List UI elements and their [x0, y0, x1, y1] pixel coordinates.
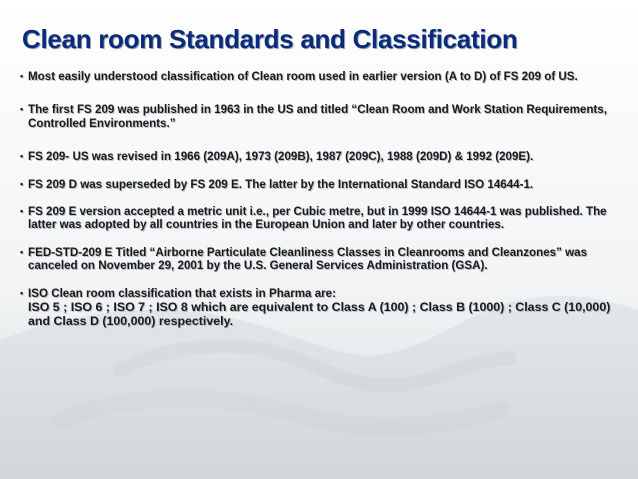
bullet-text: ISO Clean room classification that exists in Pharma are: [28, 286, 336, 300]
bullet-text: FS 209- US was revised in 1966 (209A), 1973 (209B), 1987 (209C), 1988 (209D) & 1992 (209E). [28, 150, 534, 164]
bullet-marker: • [20, 71, 24, 81]
bullet-item [20, 70, 624, 83]
bullet-item [20, 287, 624, 328]
bullet-marker: • [20, 246, 24, 257]
bullet-marker: • [20, 104, 24, 115]
bullet-text: FS 209 D was superseded by FS 209 E. The latter by the International Standard ISO 14644-1. [28, 177, 534, 191]
bullet-list [20, 70, 624, 328]
bullet-marker: • [20, 151, 24, 162]
sub-bullet-text: ISO 5 ; ISO 6 ; ISO 7 ; ISO 8 which are equivalent to Class A (100) ; Class B (1000) ; Class C (10,000) and Class D (100,000) respectively. [28, 300, 611, 329]
bullet-marker: • [20, 206, 24, 217]
bullet-item [20, 150, 624, 163]
bullet-item [20, 205, 624, 232]
bullet-item [20, 178, 624, 191]
bullet-item [20, 246, 624, 273]
bullet-text: FED-STD-209 E Titled “Airborne Particulate Cleanliness Classes in Cleanrooms and Cleanzones” was canceled on November 29, 2001 by the U.S. General Services Administration (GSA). [28, 245, 588, 273]
bullet-item [20, 103, 624, 130]
bullet-text: The first FS 209 was published in 1963 in the US and titled “Clean Room and Work Station Requirements, Controlled Environments.” [28, 103, 607, 130]
bullet-text: Most easily understood classification of Clean room used in earlier version (A to D) of FS 209 of US. [28, 70, 578, 83]
bullet-marker: • [20, 287, 24, 298]
bullet-text: FS 209 E version accepted a metric unit i.e., per Cubic metre, but in 1999 ISO 14644-1 was published. The latter was adopted by all countries in the European Union and later by other countries. [28, 205, 607, 232]
slide-title: Clean room Standards and Classification [22, 24, 518, 54]
bullet-marker: • [20, 178, 24, 189]
